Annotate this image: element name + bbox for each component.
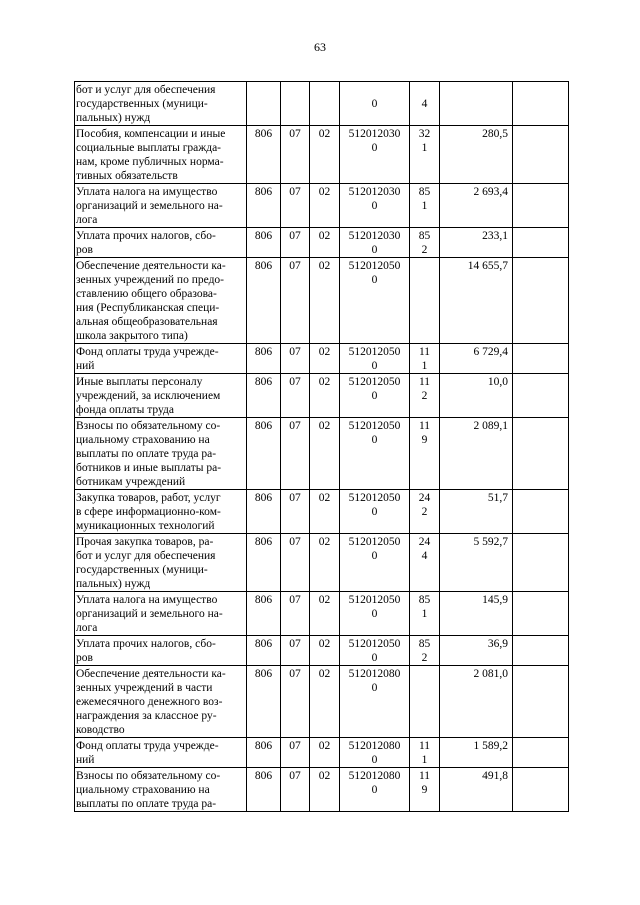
expense-type-code-text: 11 1	[418, 346, 431, 372]
expense-type-code	[410, 82, 440, 126]
row-description	[75, 666, 247, 738]
section-code: 07	[281, 126, 310, 184]
expense-type-code	[410, 184, 440, 228]
expense-type-code-text: 11 1	[418, 740, 431, 766]
subsection-code: 02	[310, 418, 340, 490]
target-article-code	[340, 666, 410, 738]
section-code: 07	[281, 738, 310, 768]
expense-type-code	[410, 258, 440, 344]
amount: 51,7	[440, 490, 513, 534]
target-article-code	[340, 768, 410, 812]
target-article-code-text: 512012050 0	[348, 346, 401, 372]
row-description-text: Закупка товаров, работ, услуг в сфере информационно-ком- муникационных технологий	[76, 492, 221, 532]
target-article-code	[340, 534, 410, 592]
row-description	[75, 418, 247, 490]
dept-code: 806	[247, 738, 281, 768]
target-article-code	[340, 418, 410, 490]
table-row	[75, 374, 569, 418]
target-article-code-text: 512012050 0	[348, 376, 401, 402]
target-article-code-text: 512012030 0	[348, 128, 401, 154]
expense-type-code	[410, 228, 440, 258]
section-code: 07	[281, 666, 310, 738]
section-code: 07	[281, 636, 310, 666]
subsection-code: 02	[310, 490, 340, 534]
expense-type-code-text: 11 9	[418, 420, 431, 446]
expense-type-code	[410, 636, 440, 666]
subsection-code: 02	[310, 258, 340, 344]
expense-type-code	[410, 666, 440, 738]
row-description-text: Прочая закупка товаров, ра- бот и услуг для обеспечения государственных (муници- пальных) нужд	[76, 536, 216, 590]
row-description	[75, 636, 247, 666]
table-row	[75, 534, 569, 592]
section-code: 07	[281, 228, 310, 258]
row-description-text: Уплата налога на имущество организаций и земельного на- лога	[76, 186, 223, 226]
target-article-code	[340, 82, 410, 126]
dept-code	[247, 82, 281, 126]
table-row	[75, 82, 569, 126]
target-article-code-text: 512012050 0	[348, 492, 401, 518]
table-row	[75, 344, 569, 374]
extra-cell	[513, 534, 569, 592]
expense-type-code-text: 24 2	[418, 492, 431, 518]
row-description	[75, 374, 247, 418]
section-code: 07	[281, 768, 310, 812]
amount	[440, 82, 513, 126]
expense-type-code	[410, 490, 440, 534]
row-description	[75, 768, 247, 812]
expense-type-code	[410, 738, 440, 768]
row-description	[75, 534, 247, 592]
target-article-code	[340, 258, 410, 344]
table-row	[75, 666, 569, 738]
target-article-code	[340, 592, 410, 636]
dept-code: 806	[247, 228, 281, 258]
target-article-code-text: 512012050 0	[348, 594, 401, 620]
subsection-code: 02	[310, 592, 340, 636]
row-description-text: Взносы по обязательному со- циальному страхованию на выплаты по оплате труда ра- ботников и иные выплаты ра- ботникам учреждений	[76, 420, 222, 488]
extra-cell	[513, 666, 569, 738]
row-description	[75, 738, 247, 768]
extra-cell	[513, 82, 569, 126]
subsection-code: 02	[310, 228, 340, 258]
expense-type-code-text: 85 1	[418, 594, 431, 620]
amount: 6 729,4	[440, 344, 513, 374]
dept-code: 806	[247, 184, 281, 228]
amount: 2 693,4	[440, 184, 513, 228]
amount: 36,9	[440, 636, 513, 666]
dept-code: 806	[247, 126, 281, 184]
target-article-code	[340, 490, 410, 534]
extra-cell	[513, 768, 569, 812]
table-row	[75, 738, 569, 768]
amount: 1 589,2	[440, 738, 513, 768]
extra-cell	[513, 374, 569, 418]
target-article-code-text: 512012050 0	[348, 260, 401, 286]
row-description-text: Пособия, компенсации и иные социальные выплаты гражда- нам, кроме публичных норма- тивных обязательств	[76, 128, 226, 182]
amount: 233,1	[440, 228, 513, 258]
section-code: 07	[281, 592, 310, 636]
row-description-text: Уплата прочих налогов, сбо- ров	[76, 230, 216, 256]
expense-type-code	[410, 534, 440, 592]
dept-code: 806	[247, 490, 281, 534]
expense-type-code-text: 32 1	[418, 128, 431, 154]
section-code: 07	[281, 184, 310, 228]
target-article-code	[340, 374, 410, 418]
expense-type-code-text: 11 2	[418, 376, 431, 402]
target-article-code	[340, 344, 410, 374]
extra-cell	[513, 184, 569, 228]
target-article-code	[340, 636, 410, 666]
row-description	[75, 184, 247, 228]
amount: 2 081,0	[440, 666, 513, 738]
target-article-code-text: 512012080 0	[348, 770, 401, 796]
extra-cell	[513, 258, 569, 344]
expense-type-code	[410, 374, 440, 418]
amount: 14 655,7	[440, 258, 513, 344]
row-description	[75, 126, 247, 184]
table-row	[75, 636, 569, 666]
subsection-code: 02	[310, 374, 340, 418]
dept-code: 806	[247, 666, 281, 738]
table-row	[75, 418, 569, 490]
amount: 491,8	[440, 768, 513, 812]
section-code	[281, 82, 310, 126]
expense-type-code	[410, 126, 440, 184]
table-row	[75, 490, 569, 534]
row-description	[75, 258, 247, 344]
row-description	[75, 228, 247, 258]
subsection-code: 02	[310, 636, 340, 666]
target-article-code-text: 512012030 0	[348, 230, 401, 256]
expense-type-code-text: 85 2	[418, 230, 431, 256]
table-row	[75, 592, 569, 636]
expense-type-code-text: 11 9	[418, 770, 431, 796]
dept-code: 806	[247, 258, 281, 344]
row-description	[75, 490, 247, 534]
row-description-text: бот и услуг для обеспечения государственных (муници- пальных) нужд	[76, 84, 216, 124]
target-article-code	[340, 126, 410, 184]
table-row	[75, 184, 569, 228]
target-article-code	[340, 184, 410, 228]
row-description	[75, 592, 247, 636]
page-number: 63	[314, 40, 326, 54]
table-row	[75, 126, 569, 184]
row-description-text: Уплата прочих налогов, сбо- ров	[76, 638, 216, 664]
subsection-code: 02	[310, 534, 340, 592]
target-article-code-text: 512012080 0	[348, 668, 401, 694]
table-row	[75, 258, 569, 344]
section-code: 07	[281, 374, 310, 418]
amount: 10,0	[440, 374, 513, 418]
extra-cell	[513, 228, 569, 258]
row-description-text: Фонд оплаты труда учрежде- ний	[76, 740, 219, 766]
amount: 280,5	[440, 126, 513, 184]
extra-cell	[513, 738, 569, 768]
row-description-text: Иные выплаты персоналу учреждений, за исключением фонда оплаты труда	[76, 376, 221, 416]
target-article-code-text: 512012030 0	[348, 186, 401, 212]
row-description	[75, 82, 247, 126]
table-body	[75, 82, 569, 812]
target-article-code-text: 512012050 0	[348, 536, 401, 562]
budget-table	[74, 81, 569, 812]
table-row	[75, 768, 569, 812]
subsection-code: 02	[310, 184, 340, 228]
amount: 5 592,7	[440, 534, 513, 592]
row-description-text: Уплата налога на имущество организаций и земельного на- лога	[76, 594, 223, 634]
subsection-code: 02	[310, 738, 340, 768]
amount: 145,9	[440, 592, 513, 636]
expense-type-code-text: 24 4	[418, 536, 431, 562]
row-description	[75, 344, 247, 374]
dept-code: 806	[247, 344, 281, 374]
section-code: 07	[281, 418, 310, 490]
subsection-code	[310, 82, 340, 126]
target-article-code-text: 512012080 0	[348, 740, 401, 766]
amount: 2 089,1	[440, 418, 513, 490]
table-row	[75, 228, 569, 258]
subsection-code: 02	[310, 344, 340, 374]
dept-code: 806	[247, 374, 281, 418]
dept-code: 806	[247, 418, 281, 490]
dept-code: 806	[247, 592, 281, 636]
target-article-code-text: 512012050 0	[348, 420, 401, 446]
section-code: 07	[281, 534, 310, 592]
section-code: 07	[281, 490, 310, 534]
extra-cell	[513, 344, 569, 374]
target-article-code-text: 0	[371, 98, 378, 110]
row-description-text: Обеспечение деятельности ка- зенных учреждений в части ежемесячного денежного воз- награждения за классное ру- ководство	[76, 668, 226, 736]
extra-cell	[513, 126, 569, 184]
target-article-code	[340, 738, 410, 768]
section-code: 07	[281, 258, 310, 344]
expense-type-code	[410, 768, 440, 812]
row-description-text: Фонд оплаты труда учрежде- ний	[76, 346, 219, 372]
extra-cell	[513, 636, 569, 666]
row-description-text: Обеспечение деятельности ка- зенных учреждений по предо- ставлению общего образова- ния (Республиканская специ- альная общеобразовательная школа закрытого типа)	[76, 260, 226, 342]
dept-code: 806	[247, 768, 281, 812]
extra-cell	[513, 490, 569, 534]
expense-type-code	[410, 418, 440, 490]
extra-cell	[513, 418, 569, 490]
expense-type-code	[410, 344, 440, 374]
row-description-text: Взносы по обязательному со- циальному страхованию на выплаты по оплате труда ра-	[76, 770, 221, 810]
subsection-code: 02	[310, 126, 340, 184]
dept-code: 806	[247, 636, 281, 666]
expense-type-code	[410, 592, 440, 636]
subsection-code: 02	[310, 768, 340, 812]
expense-type-code-text: 85 2	[418, 638, 431, 664]
subsection-code: 02	[310, 666, 340, 738]
target-article-code-text: 512012050 0	[348, 638, 401, 664]
extra-cell	[513, 592, 569, 636]
expense-type-code-text: 85 1	[418, 186, 431, 212]
expense-type-code-text: 4	[421, 98, 428, 110]
section-code: 07	[281, 344, 310, 374]
dept-code: 806	[247, 534, 281, 592]
target-article-code	[340, 228, 410, 258]
